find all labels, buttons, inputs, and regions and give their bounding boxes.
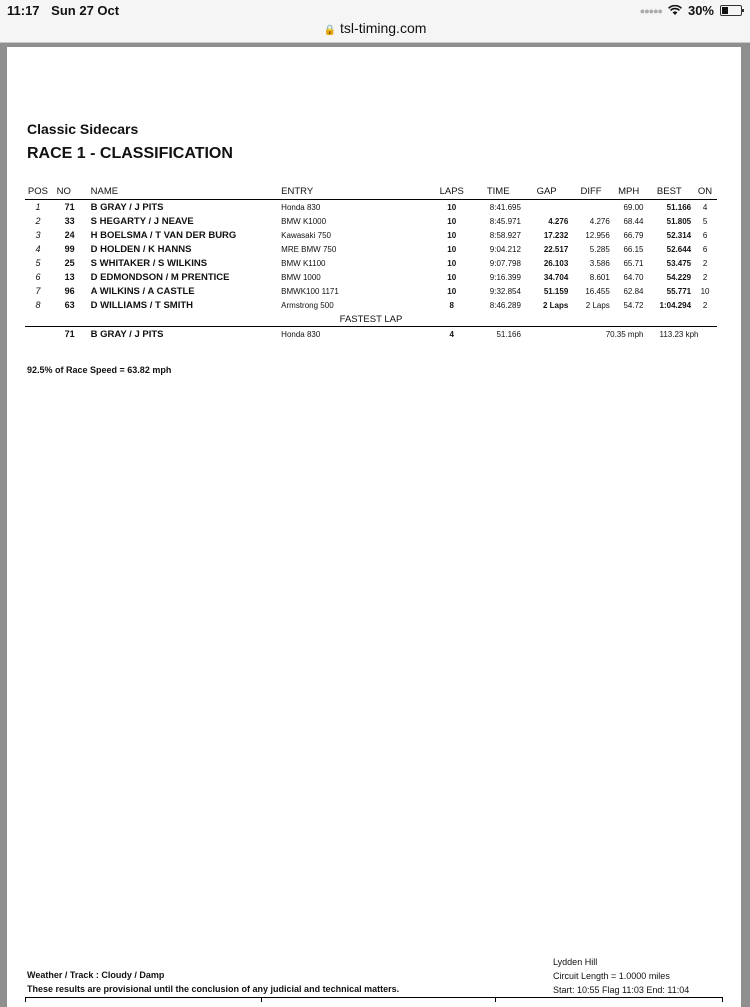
fastest-lap-heading-row — [25, 312, 717, 327]
cell-gap: 51.159 — [543, 286, 569, 296]
event-title: Classic Sidecars — [27, 121, 139, 137]
cell-mph: 54.72 — [623, 300, 644, 310]
cell-diff: 5.285 — [589, 244, 610, 254]
status-indicators — [640, 3, 742, 18]
cell-pos: 3 — [35, 230, 41, 240]
cell-laps: 10 — [447, 258, 457, 268]
cell-time: 8:41.695 — [489, 202, 521, 212]
header-best: BEST — [646, 185, 694, 200]
cell-on: 5 — [702, 216, 708, 226]
cell-pos: 8 — [35, 300, 41, 310]
cell-on: 10 — [700, 286, 710, 296]
table-row — [25, 284, 717, 298]
fastest-lap-title: FASTEST LAP — [339, 313, 403, 325]
fastest-lap-row — [25, 327, 717, 342]
cell-entry: Honda 830 — [281, 202, 321, 212]
cell-no: 13 — [64, 272, 75, 282]
cell-laps: 10 — [447, 202, 457, 212]
race-speed-note: 92.5% of Race Speed = 63.82 mph — [27, 365, 172, 375]
battery-percent: 30% — [687, 3, 714, 18]
cell-entry: BMW K1000 — [281, 216, 327, 226]
session-times: Start: 10:55 Flag 11:03 End: 11:04 — [553, 985, 690, 995]
cell-on: 6 — [702, 230, 708, 240]
cell-time: 9:07.798 — [489, 258, 521, 268]
address-bar[interactable] — [0, 20, 750, 43]
table-row — [25, 298, 717, 312]
cell-laps: 10 — [447, 230, 457, 240]
status-bar — [0, 0, 750, 20]
cell-laps: 10 — [447, 272, 457, 282]
footer-divider — [25, 997, 723, 998]
provisional-note: These results are provisional until the conclusion of any judicial and technical matters. — [27, 984, 400, 994]
cell-diff: 12.956 — [585, 230, 610, 240]
cell-no: 99 — [64, 244, 75, 254]
lock-icon: 🔒 — [323, 25, 337, 36]
circuit-length: Circuit Length = 1.0000 miles — [553, 971, 670, 981]
header-mph: MPH — [612, 185, 646, 200]
table-row — [25, 228, 717, 242]
cell-laps: 10 — [447, 286, 457, 296]
cell-on: 2 — [702, 300, 708, 310]
circuit-name: Lydden Hill — [553, 957, 598, 967]
cell-mph: 62.84 — [623, 286, 644, 296]
cell-name: A WILKINS / A CASTLE — [90, 285, 195, 297]
cell-no: 24 — [64, 230, 75, 240]
cell-best: 52.314 — [666, 230, 692, 240]
header-laps: LAPS — [430, 185, 473, 200]
cell-time: 9:04.212 — [489, 244, 521, 254]
cell-time: 8:58.927 — [489, 230, 521, 240]
cell-on: 2 — [702, 272, 708, 282]
cell-name: H BOELSMA / T VAN DER BURG — [90, 229, 237, 241]
race-title: RACE 1 - CLASSIFICATION — [27, 145, 233, 162]
fastest-lap-entry: Honda 830 — [279, 327, 430, 342]
cell-pos: 4 — [35, 244, 41, 254]
table-row — [25, 242, 717, 256]
signal-icon: ●●●●● — [639, 5, 662, 16]
cell-name: D HOLDEN / K HANNS — [90, 243, 192, 255]
cell-no: 63 — [64, 300, 75, 310]
cell-name: S WHITAKER / S WILKINS — [90, 257, 208, 269]
cell-gap — [523, 200, 570, 215]
cell-time: 8:46.289 — [489, 300, 521, 310]
cell-entry: BMWK100 1171 — [281, 286, 339, 296]
cell-on: 6 — [702, 244, 708, 254]
cell-laps: 10 — [447, 216, 457, 226]
cell-gap: 34.704 — [543, 272, 569, 282]
cell-name: D WILLIAMS / T SMITH — [90, 299, 194, 311]
header-entry: ENTRY — [279, 185, 430, 200]
cell-time: 9:16.399 — [489, 272, 521, 282]
cell-best: 1:04.294 — [659, 300, 692, 310]
cell-pos: 5 — [35, 258, 41, 268]
cell-laps: 10 — [447, 244, 457, 254]
header-pos: POS — [25, 185, 51, 200]
circuit-info — [553, 955, 689, 997]
cell-pos: 1 — [35, 202, 41, 212]
cell-mph: 69.00 — [623, 202, 644, 212]
fastest-lap-kph: 113.23 kph — [646, 327, 718, 342]
table-row — [25, 270, 717, 284]
battery-icon — [720, 5, 742, 16]
cell-best: 55.771 — [666, 286, 692, 296]
cell-diff — [570, 200, 612, 215]
cell-no: 96 — [64, 286, 75, 296]
cell-diff: 3.586 — [589, 258, 610, 268]
cell-mph: 65.71 — [623, 258, 644, 268]
cell-time: 9:32.854 — [489, 286, 521, 296]
cell-name: S HEGARTY / J NEAVE — [90, 215, 194, 227]
status-date: Sun 27 Oct — [51, 3, 120, 18]
fastest-lap-mph: 70.35 mph — [523, 327, 646, 342]
header-name: NAME — [77, 185, 280, 200]
cell-mph: 66.15 — [623, 244, 644, 254]
cell-diff: 2 Laps — [585, 300, 610, 310]
cell-name: B GRAY / J PITS — [90, 201, 164, 213]
fastest-lap-no: 71 — [51, 327, 77, 342]
cell-on: 2 — [702, 258, 708, 268]
cell-time: 8:45.971 — [489, 216, 521, 226]
cell-entry: MRE BMW 750 — [281, 244, 337, 254]
cell-gap: 4.276 — [548, 216, 569, 226]
cell-gap: 17.232 — [543, 230, 569, 240]
cell-pos: 6 — [35, 272, 41, 282]
cell-no: 33 — [64, 216, 75, 226]
cell-best: 53.475 — [666, 258, 692, 268]
table-header-row — [25, 185, 717, 200]
table-row — [25, 214, 717, 228]
cell-on: 4 — [702, 202, 708, 212]
header-gap: GAP — [523, 185, 570, 200]
status-time-date — [7, 3, 119, 18]
cell-mph: 66.79 — [623, 230, 644, 240]
cell-name: D EDMONDSON / M PRENTICE — [90, 271, 230, 283]
cell-gap: 22.517 — [543, 244, 569, 254]
header-diff: DIFF — [570, 185, 612, 200]
cell-mph: 64.70 — [623, 272, 644, 282]
header-no: NO — [51, 185, 77, 200]
cell-no: 71 — [64, 202, 75, 212]
cell-diff: 16.455 — [585, 286, 610, 296]
cell-mph: 68.44 — [623, 216, 644, 226]
cell-gap: 26.103 — [543, 258, 569, 268]
table-row — [25, 200, 717, 215]
wifi-icon — [668, 5, 682, 16]
cell-best: 52.644 — [666, 244, 692, 254]
results-table — [25, 185, 717, 341]
cell-pos: 7 — [35, 286, 41, 296]
cell-entry: Kawasaki 750 — [281, 230, 331, 240]
cell-best: 51.166 — [666, 202, 692, 212]
cell-laps: 8 — [449, 300, 454, 310]
fastest-lap-name: B GRAY / J PITS — [77, 327, 280, 342]
url-text[interactable]: tsl-timing.com — [340, 20, 427, 36]
header-time: TIME — [473, 185, 522, 200]
cell-diff: 8.601 — [589, 272, 610, 282]
fastest-lap-lap: 4 — [430, 327, 473, 342]
cell-diff: 4.276 — [589, 216, 610, 226]
cell-best: 51.805 — [666, 216, 692, 226]
status-time: 11:17 — [7, 3, 40, 18]
pdf-page — [7, 47, 741, 1007]
cell-entry: Armstrong 500 — [281, 300, 334, 310]
weather-note: Weather / Track : Cloudy / Damp — [27, 970, 165, 980]
fastest-lap-time: 51.166 — [473, 327, 522, 342]
cell-no: 25 — [64, 258, 75, 268]
cell-pos: 2 — [35, 216, 41, 226]
cell-entry: BMW K1100 — [281, 258, 326, 268]
header-on: ON — [693, 185, 717, 200]
cell-gap: 2 Laps — [542, 300, 569, 310]
cell-entry: BMW 1000 — [281, 272, 321, 282]
cell-best: 54.229 — [666, 272, 692, 282]
table-row — [25, 256, 717, 270]
